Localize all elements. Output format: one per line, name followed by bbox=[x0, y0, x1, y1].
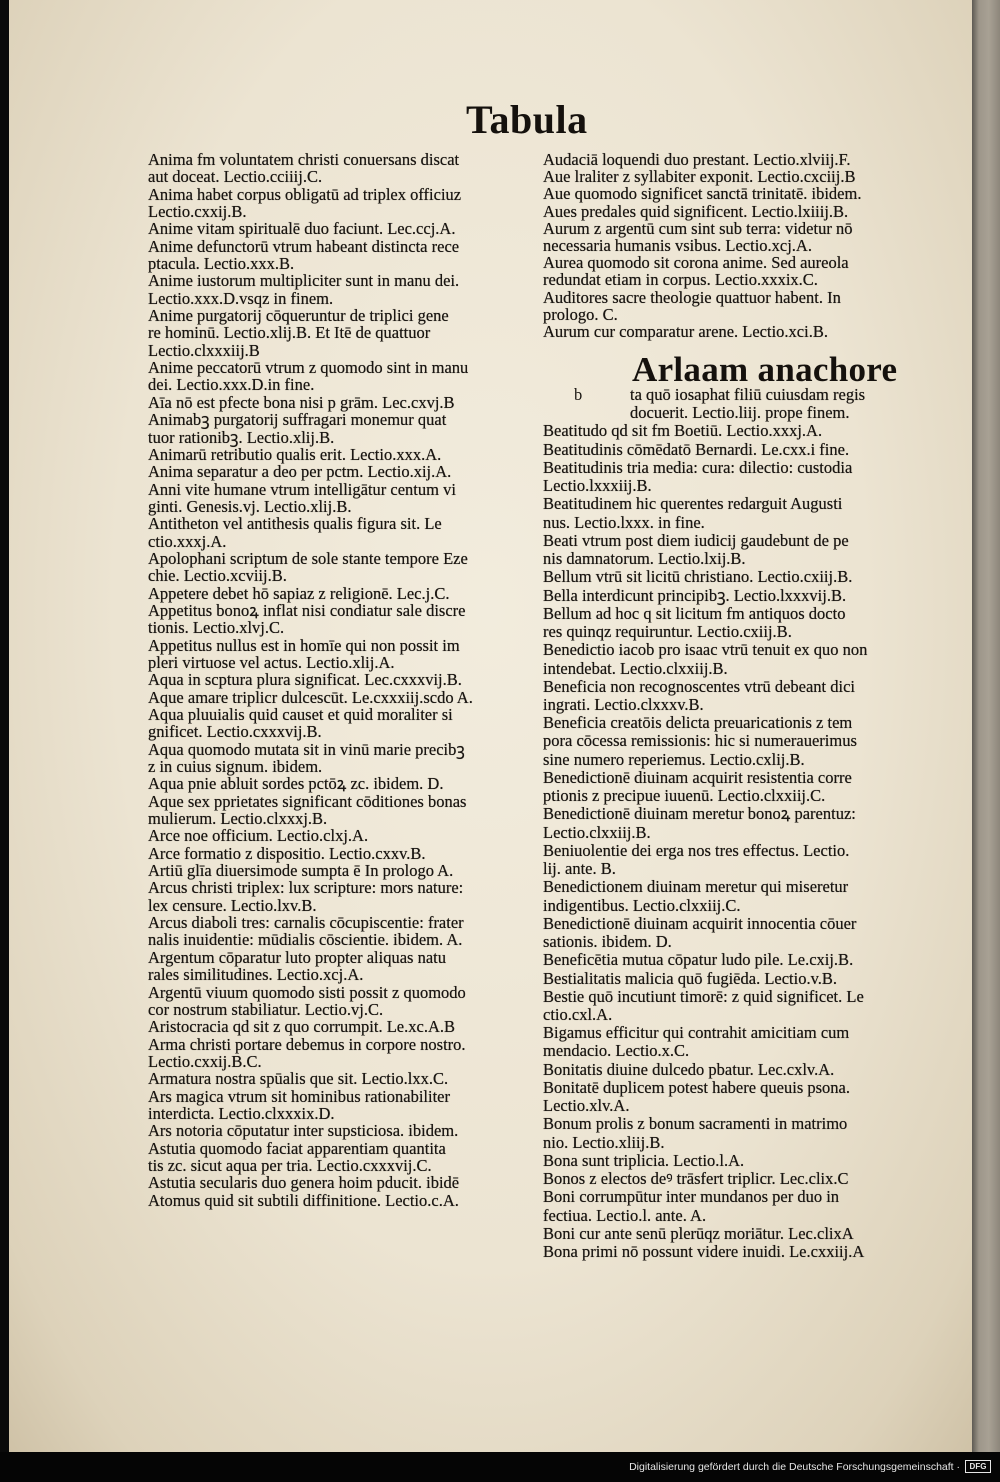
index-line: Bella interdicunt principibꝫ. Lectio.lxxxvij.B. bbox=[543, 585, 847, 605]
index-line: cor nostrum stabiliatur. Lectio.vj.C. bbox=[148, 999, 384, 1019]
index-line: Anime iustorum multipliciter sunt in manu dei. bbox=[148, 271, 460, 291]
index-line: Artiū glīa diuersimode sumpta ē In prologo A. bbox=[148, 861, 454, 881]
index-line: Beatitudinis tria media: cura: dilectio: custodia bbox=[543, 457, 853, 477]
index-line: Anni vite humane vtrum intelligātur centum vi bbox=[148, 479, 456, 499]
index-line: Aqua pnie abluit sordes pctōꝝ zc. ibidem. D. bbox=[148, 774, 444, 794]
index-line: Armatura nostra spūalis que sit. Lectio.lxx.C. bbox=[148, 1069, 449, 1089]
index-line: lij. ante. B. bbox=[543, 859, 616, 879]
index-line: nalis inuidentie: mūdialis cōscientie. ibidem. A. bbox=[148, 930, 463, 950]
index-line: Benedictionē diuinam meretur bonoꝝ parentuz: bbox=[543, 804, 856, 824]
index-line: Anime defunctorū vtrum habeant distincta rece bbox=[148, 236, 460, 256]
index-line: Anima habet corpus obligatū ad triplex officiuz bbox=[148, 184, 462, 204]
index-line: Beniuolentie dei erga nos tres effectus. Lectio. bbox=[543, 840, 850, 860]
index-line: tis zc. sicut aqua per tria. Lectio.cxxxvij.C. bbox=[148, 1155, 432, 1175]
index-line: Argentū viuum quomodo sisti possit z quomodo bbox=[148, 982, 466, 1002]
index-line: Benedictionē diuinam acquirit innocentia cōuer bbox=[543, 913, 857, 933]
index-line: Aque amare triplicr dulcescūt. Le.cxxxiij.scdo A. bbox=[148, 687, 473, 707]
index-line: tionis. Lectio.xlvj.C. bbox=[148, 618, 285, 638]
index-line: sine numero reperiemus. Lectio.cxlij.B. bbox=[543, 749, 805, 769]
index-line: necessaria humanis vsibus. Lectio.xcj.A. bbox=[543, 236, 812, 256]
index-line: Appetitus nullus est in homīe qui non possit im bbox=[148, 635, 460, 655]
index-line: lex censure. Lectio.lxv.B. bbox=[148, 895, 317, 915]
index-line: Bonitatis diuine dulcedo pbatur. Lec.cxlv.A. bbox=[543, 1059, 835, 1079]
index-line: ctio.xxxj.A. bbox=[148, 531, 227, 551]
index-line: Anima separatur a deo per pctm. Lectio.xij.A. bbox=[148, 462, 452, 482]
index-line: pleri virtuose vel actus. Lectio.xlij.A. bbox=[148, 652, 395, 672]
index-line: Anime peccatorū vtrum z quomodo sint in manu bbox=[148, 358, 469, 378]
index-line: ctio.cxl.A. bbox=[543, 1004, 613, 1024]
index-line: Beati vtrum post diem iudicij gaudebunt de pe bbox=[543, 530, 849, 550]
index-line: Bigamus efficitur qui contrahit amicitiam cum bbox=[543, 1023, 850, 1043]
index-line: gnificet. Lectio.cxxxvij.B. bbox=[148, 722, 322, 742]
index-line: Boni corrumpūtur inter mundanos per duo in bbox=[543, 1187, 840, 1207]
left-index-column bbox=[148, 151, 473, 1209]
index-line: Bestialitatis malicia quō fugiēda. Lectio.v.B. bbox=[543, 968, 838, 988]
index-line: Animabꝫ purgatorij suffragari monemur quat bbox=[148, 410, 447, 430]
index-line: Arce formatio z dispositio. Lectio.cxxv.B. bbox=[148, 843, 426, 863]
index-line: ptacula. Lectio.xxx.B. bbox=[148, 254, 295, 274]
page-title: Tabula bbox=[466, 97, 588, 142]
index-line: fectiua. Lectio.l. ante. A. bbox=[543, 1205, 707, 1225]
index-line: ginti. Genesis.vj. Lectio.xlij.B. bbox=[148, 496, 352, 516]
section-heading-barlaam: Arlaam anachore bbox=[632, 350, 898, 389]
index-line: Appetere debet hō sapiaz z religionē. Lec.j.C. bbox=[148, 583, 450, 603]
index-line: chie. Lectio.xcviij.B. bbox=[148, 566, 287, 586]
index-line: Beatitudo qd sit fm Boetiū. Lectio.xxxj.A. bbox=[543, 421, 823, 441]
index-line: tuor rationibꝫ. Lectio.xlij.B. bbox=[148, 427, 335, 447]
index-line: Arcus christi triplex: lux scripture: mors nature: bbox=[148, 878, 464, 898]
index-line: Aurum cur comparatur arene. Lectio.xci.B. bbox=[543, 322, 828, 342]
index-line: Aqua pluuialis quid causet et quid moraliter si bbox=[148, 705, 453, 724]
index-line: Aue lraliter z syllabiter exponit. Lectio.cxciij.B bbox=[543, 167, 856, 187]
index-line: Bonos z electos deꝰ trāsfert triplicr. Lec.clix.C bbox=[543, 1169, 849, 1189]
index-line: res quinqz requiruntur. Lectio.cxiij.B. bbox=[543, 622, 792, 642]
index-line: Boni cur ante senū plerūqz moriātur. Lec.clixA bbox=[543, 1223, 854, 1243]
index-line: Apolophani scriptum de sole stante tempore Eze bbox=[148, 548, 468, 568]
index-line: nio. Lectio.xliij.B. bbox=[543, 1132, 665, 1152]
index-line: prologo. C. bbox=[543, 304, 618, 324]
index-line: Beneficia creatōis delicta preuaricationis z tem bbox=[543, 713, 853, 733]
index-line: Benedictionem diuinam meretur qui miseretur bbox=[543, 877, 849, 897]
index-line: nis damnatorum. Lectio.lxij.B. bbox=[543, 549, 746, 569]
index-line: Anime vitam spiritualē duo faciunt. Lec.ccj.A. bbox=[148, 219, 456, 239]
index-line: Beneficētia mutua cōpatur ludo pile. Le.cxij.B. bbox=[543, 950, 854, 970]
index-line: pora cōcessa remissionis: hic si numerauerimus bbox=[543, 731, 857, 751]
index-line: Lectio.clxxiij.B. bbox=[543, 822, 651, 842]
index-line: Antitheton vel antithesis qualis figura sit. Le bbox=[148, 514, 442, 534]
index-line: ingrati. Lectio.clxxxv.B. bbox=[543, 694, 704, 714]
digitization-credit: Digitalisierung gefördert durch die Deutsche Forschungsgemeinschaft · bbox=[629, 1461, 960, 1473]
index-line: Audaciā loquendi duo prestant. Lectio.xlviij.F. bbox=[543, 150, 851, 169]
index-line: indigentibus. Lectio.clxxiij.C. bbox=[543, 895, 741, 915]
index-line: Aqua in scptura plura significat. Lec.cxxxvij.B. bbox=[148, 670, 462, 690]
index-line: Auditores sacre theologie quattuor habent. In bbox=[543, 287, 841, 307]
index-line: Bestie quō incutiunt timorē: z quid significet. Le bbox=[543, 986, 864, 1006]
dfg-logo: DFG bbox=[965, 1460, 991, 1473]
index-line: aut doceat. Lectio.cciiij.C. bbox=[148, 167, 323, 187]
right-index-column-top bbox=[543, 151, 861, 340]
index-line: docuerit. Lectio.liij. prope finem. bbox=[630, 403, 850, 423]
index-line: Aristocracia qd sit z quo corrumpit. Le.xc.A.B bbox=[148, 1017, 455, 1037]
index-line: Bonum prolis z bonum sacramenti in matrimo bbox=[543, 1114, 848, 1134]
index-line: Lectio.cxxij.B.C. bbox=[148, 1051, 262, 1071]
index-line: Astutia quomodo faciat apparentiam quantita bbox=[148, 1138, 446, 1158]
index-line: Lectio.clxxxiij.B bbox=[148, 340, 260, 360]
index-line: intendebat. Lectio.clxxiij.B. bbox=[543, 658, 728, 678]
index-line: Benedictionē diuinam acquirit resistentia corre bbox=[543, 767, 852, 787]
index-line: Aqua quomodo mutata sit in vinū marie precibꝫ bbox=[148, 739, 465, 759]
index-line: Beatitudinem hic querentes redarguit Augusti bbox=[543, 494, 843, 514]
index-line: Ars notoria cōputatur inter supsticiosa. ibidem. bbox=[148, 1121, 459, 1141]
index-line: Atomus quid sit subtili diffinitione. Lectio.c.A. bbox=[148, 1190, 459, 1210]
index-line: re hominū. Lectio.xlij.B. Et Itē de quattuor bbox=[148, 323, 431, 343]
page-edge bbox=[972, 0, 1000, 1452]
index-line: Lectio.lxxxiij.B. bbox=[543, 476, 652, 496]
index-line: Arma christi portare debemus in corpore nostro. bbox=[148, 1034, 466, 1054]
index-line: Argentum cōparatur luto propter aliquas natu bbox=[148, 947, 446, 967]
index-line: Astutia secularis duo genera hoim pducit. ibidē bbox=[148, 1173, 460, 1193]
index-line: Aurum z argentū cum sint sub terra: videtur nō bbox=[543, 218, 853, 238]
index-line: z in cuius signum. ibidem. bbox=[148, 757, 323, 777]
index-line: Lectio.cxxij.B. bbox=[148, 202, 247, 222]
index-line: dei. Lectio.xxx.D.in fine. bbox=[148, 375, 315, 395]
index-line: Beatitudinis cōmēdatō Bernardi. Le.cxx.i fine. bbox=[543, 439, 850, 459]
index-line: Aues predales quid significent. Lectio.lxiiij.B. bbox=[543, 201, 849, 221]
index-line: Anima fm voluntatem christi conuersans discat bbox=[148, 150, 460, 169]
index-line: Lectio.xxx.D.vsqz in finem. bbox=[148, 288, 334, 308]
index-line: Arce noe officium. Lectio.clxj.A. bbox=[148, 826, 369, 846]
index-line: Bellum ad hoc q sit licitum fm antiquos docto bbox=[543, 603, 846, 623]
index-line: Bellum vtrū sit licitū christiano. Lectio.cxiij.B. bbox=[543, 567, 853, 587]
index-line: Animarū retributio qualis erit. Lectio.xxx.A. bbox=[148, 444, 442, 464]
index-line: ptionis z precipue iuuenū. Lectio.clxxiij.C. bbox=[543, 786, 826, 806]
index-line: Aque sex pprietates significant cōditiones bonas bbox=[148, 791, 467, 811]
index-line: sationis. ibidem. D. bbox=[543, 932, 672, 952]
index-line: Beneficia non recognoscentes vtrū debeant dici bbox=[543, 676, 856, 696]
index-line: Bona sunt triplicia. Lectio.l.A. bbox=[543, 1150, 745, 1170]
index-line: Aīa nō est pfecte bona nisi p grām. Lec.cxvj.B bbox=[148, 392, 455, 412]
index-line: Ars magica vtrum sit hominibus rationabiliter bbox=[148, 1086, 450, 1106]
guide-letter: b bbox=[574, 385, 583, 404]
right-index-column-bottom bbox=[543, 386, 867, 1261]
index-line: Aurea quomodo sit corona anime. Sed aureola bbox=[543, 253, 849, 273]
index-line: interdicta. Lectio.clxxxix.D. bbox=[148, 1103, 335, 1123]
index-line: mendacio. Lectio.x.C. bbox=[543, 1041, 690, 1061]
index-line: rales similitudines. Lectio.xcj.A. bbox=[148, 965, 364, 985]
index-line: Benedictio iacob pro isaac vtrū tenuit ex quo non bbox=[543, 640, 868, 660]
index-line: Lectio.xlv.A. bbox=[543, 1096, 630, 1116]
index-line: Arcus diaboli tres: carnalis cōcupiscentie: frater bbox=[148, 913, 464, 933]
index-line: Aue quomodo significet sanctā trinitatē. ibidem. bbox=[543, 184, 862, 204]
index-line: redundat etiam in corpus. Lectio.xxxix.C. bbox=[543, 270, 818, 290]
index-line: Bonitatē duplicem potest habere queuis psona. bbox=[543, 1077, 851, 1097]
index-line: nus. Lectio.lxxx. in fine. bbox=[543, 512, 705, 532]
index-line: mulierum. Lectio.clxxxj.B. bbox=[148, 809, 328, 829]
index-line: Bona primi nō possunt videre inuidi. Le.cxxiij.A bbox=[543, 1242, 865, 1262]
index-line: Appetitus bonoꝝ inflat nisi condiatur sale discre bbox=[148, 600, 466, 620]
index-line: Anime purgatorij cōqueruntur de triplici gene bbox=[148, 306, 449, 326]
index-line: ta quō iosaphat filiū cuiusdam regis bbox=[630, 385, 866, 404]
